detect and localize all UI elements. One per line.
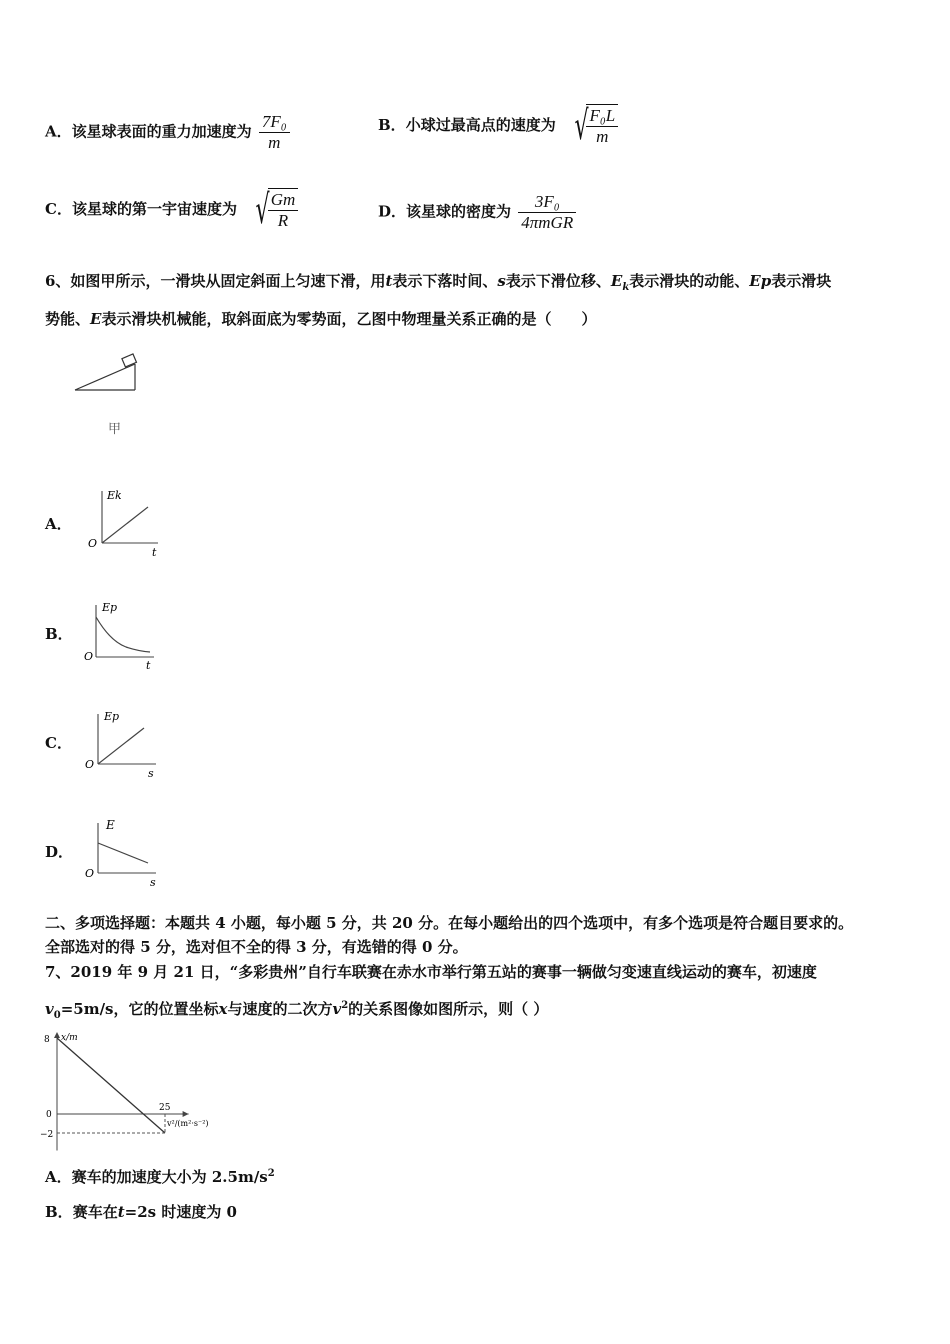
y-axis-label: Ep <box>102 601 118 614</box>
fraction <box>518 192 576 233</box>
option-label: D． <box>378 202 407 221</box>
x-axis-arrow <box>183 1111 189 1117</box>
q6-option-d-label: D． <box>45 843 74 861</box>
y-axis-arrow <box>54 1032 60 1038</box>
option-label: B． <box>378 116 406 134</box>
q6-option-d-graph <box>80 815 165 890</box>
q5-option-b <box>378 104 618 148</box>
section2-heading-line2: 全部选对的得 5 分，选对但不全的得 3 分，有选错的得 0 分。 <box>45 938 468 956</box>
fraction-denominator: m <box>596 127 609 146</box>
q7-stem-line1: 7、2019 年 9 月 21 日，“多彩贵州”自行车联赛在赤水市举行第五站的赛事一辆做匀变速直线运动的赛车，初速度 <box>45 963 817 981</box>
origin-label: O <box>85 867 95 880</box>
fraction-denominator: R <box>277 211 289 230</box>
fraction-numerator: 3F₀ <box>518 192 576 213</box>
q5-option-c <box>45 188 298 232</box>
q6-option-b-label: B． <box>45 625 73 643</box>
q6-option-a-label: A． <box>45 515 72 533</box>
origin-label: O <box>88 537 98 550</box>
x-axis-label: t <box>146 659 151 672</box>
option-text: 该星球的密度为 <box>406 202 512 221</box>
option-text: 小球过最高点的速度为 <box>405 116 556 134</box>
x-axis-label: t <box>152 546 157 559</box>
q7-option-b: B．赛车在t=2s 时速度为 0 <box>45 1203 237 1221</box>
x-axis-label: s <box>150 876 156 889</box>
y-axis-label: Ep <box>104 710 120 723</box>
y-tick-0: 0 <box>46 1110 52 1120</box>
option-label: C． <box>45 200 72 218</box>
y-axis-label: E <box>106 818 115 832</box>
q6-option-c-label: C． <box>45 734 72 752</box>
section2-heading-line1: 二、多项选择题：本题共 4 小题，每小题 5 分，共 20 分。在每小题给出的四个选项中，有多个选项是符合题目要求的。 <box>45 914 854 932</box>
q5-option-d <box>378 192 576 233</box>
y-tick-8: 8 <box>44 1035 50 1045</box>
q6-option-b-graph <box>80 597 165 672</box>
q6-option-a-graph <box>80 485 165 560</box>
q6-option-c-graph <box>80 706 165 781</box>
fraction-numerator: F₀L <box>586 106 618 127</box>
x-axis-label: s <box>148 767 154 780</box>
sqrt-expression: √ $\frac{\text{F₀L}}{m}$ <box>563 104 618 148</box>
q7-graph <box>40 1028 209 1148</box>
q7-stem-line2: $v_0=5m/s$，它的位置坐标x与速度的二次方$v^2$的关系图像如图所示，则（ ） <box>45 1000 549 1021</box>
curve <box>96 617 150 652</box>
x-tick-25: 25 <box>159 1103 171 1113</box>
fraction <box>259 112 290 153</box>
fraction-numerator: Gm <box>268 190 299 211</box>
y-axis-label: Ek <box>107 489 122 502</box>
origin-label: O <box>84 650 94 663</box>
fraction-denominator: m <box>268 133 281 152</box>
option-text: 该星球表面的重力加速度为 <box>71 122 252 141</box>
option-text: 该星球的第一宇宙速度为 <box>71 200 237 218</box>
y-axis-label: x/m <box>61 1033 78 1043</box>
curve <box>102 507 148 543</box>
fraction-numerator: 7F₀ <box>259 112 290 133</box>
origin-label: O <box>85 758 95 771</box>
curve <box>98 843 148 863</box>
x-axis-label: v²/(m²·s⁻²) <box>167 1119 209 1128</box>
figure-caption-jia: 甲 <box>108 422 122 437</box>
incline-figure <box>70 350 150 400</box>
q5-option-a <box>45 112 290 153</box>
block <box>122 354 137 367</box>
curve <box>98 728 144 764</box>
q7-option-a: A．赛车的加速度大小为 $2.5m/s^2$ <box>45 1168 275 1186</box>
q6-stem-line1: 6、如图甲所示，一滑块从固定斜面上匀速下滑，用t表示下落时间、s表示下滑位移、$E_k$表示滑块的动能、Ep表示滑块 <box>45 272 832 293</box>
sqrt-expression: √ $\frac{Gm}{R}$ <box>244 188 298 232</box>
incline-slope <box>75 364 135 390</box>
option-label: A． <box>45 122 72 141</box>
data-line <box>57 1038 165 1133</box>
y-tick-neg2: −2 <box>40 1130 54 1140</box>
fraction-denominator: 4πmGR <box>521 213 574 232</box>
q6-stem-line2: 势能、E表示滑块机械能，取斜面底为零势面，乙图中物理量关系正确的是（ ） <box>45 310 597 328</box>
